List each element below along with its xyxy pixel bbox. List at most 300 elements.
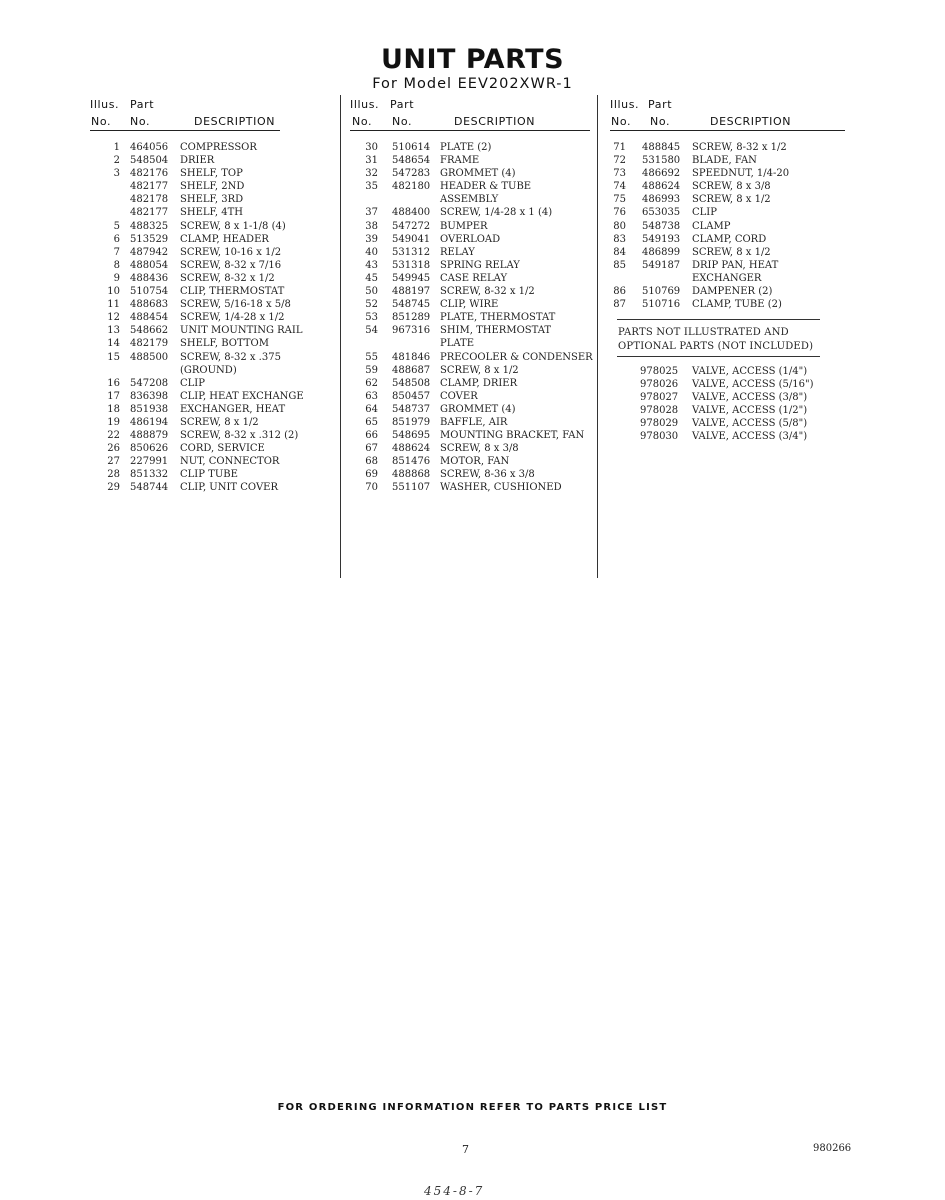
part-number: 851938 [130, 403, 169, 415]
part-description: SCREW, 8 x 1/2 [692, 194, 771, 206]
illus-number: 54 [365, 325, 378, 337]
part-description: PLATE, THERMOSTAT [440, 312, 556, 324]
illus-number: 13 [107, 325, 120, 337]
part-description: EXCHANGER, HEAT [180, 403, 286, 415]
part-row [610, 272, 850, 285]
part-description: NUT, CONNECTOR [180, 456, 280, 468]
part-row [90, 193, 340, 206]
header-rule [350, 130, 590, 131]
illus-number: 53 [365, 312, 378, 324]
illus-number: 39 [365, 233, 378, 245]
part-description: SCREW, 8 x 3/8 [440, 443, 519, 455]
part-row [90, 285, 340, 298]
part-description: CASE RELAY [440, 272, 508, 284]
part-number: 531312 [392, 246, 431, 258]
part-number: 653035 [642, 207, 681, 219]
part-description: CORD, SERVICE [180, 443, 265, 455]
part-number: 486194 [130, 416, 169, 428]
illus-number: 67 [365, 443, 378, 455]
header-illus-label: Illus. [610, 98, 640, 111]
illus-number: 55 [365, 351, 378, 363]
part-number: 531580 [642, 155, 681, 167]
part-number: 488868 [392, 469, 431, 481]
part-description: DRIP PAN, HEAT [692, 259, 779, 271]
part-row [350, 481, 600, 494]
illus-number: 76 [613, 207, 626, 219]
part-number: 549187 [642, 259, 681, 271]
illus-number: 31 [365, 155, 378, 167]
column-header [610, 95, 850, 131]
part-row [90, 324, 340, 337]
part-row [350, 351, 600, 364]
part-number: 547208 [130, 377, 169, 389]
illus-number: 35 [365, 181, 378, 193]
column-divider [340, 95, 341, 578]
parts-column-1 [90, 95, 340, 495]
part-row [350, 193, 600, 206]
part-number: 850457 [392, 390, 431, 402]
header-illus-no-label: No. [611, 115, 632, 128]
part-number: 482179 [130, 338, 169, 350]
part-number: 548744 [130, 482, 169, 494]
part-number: 488454 [130, 312, 169, 324]
part-row [610, 180, 850, 193]
illus-number: 40 [365, 246, 378, 258]
part-description: CLAMP, HEADER [180, 233, 269, 245]
illus-number: 29 [107, 482, 120, 494]
part-description: COMPRESSOR [180, 142, 257, 153]
part-row [350, 220, 600, 233]
part-row [90, 272, 340, 285]
part-number: 851289 [392, 312, 431, 324]
part-description: EXCHANGER [692, 272, 762, 284]
model-subtitle: For Model EEV202XWR-1 [372, 76, 573, 92]
part-description: SCREW, 8-32 x .312 (2) [180, 430, 299, 442]
part-row [610, 246, 850, 259]
part-row [90, 364, 340, 377]
illus-number: 10 [107, 286, 120, 298]
part-description: CLIP TUBE [180, 469, 238, 481]
handwritten-note: 454-8-7 [424, 1184, 485, 1198]
part-number: 978029 [640, 418, 679, 430]
part-description: CLAMP [692, 220, 731, 232]
illus-number: 69 [365, 469, 378, 481]
part-number: 488500 [130, 351, 169, 363]
not-included-heading-line2: OPTIONAL PARTS (NOT INCLUDED) [618, 341, 814, 352]
illus-number: 26 [107, 443, 120, 455]
illus-number: 6 [113, 233, 120, 245]
part-number: 482176 [130, 168, 169, 180]
illus-number: 71 [613, 142, 626, 153]
part-description: SHIM, THERMOSTAT [440, 325, 552, 337]
part-description: BLADE, FAN [692, 155, 757, 167]
part-row [350, 246, 600, 259]
header-part-no-label: No. [650, 115, 671, 128]
optional-part-row [640, 378, 830, 391]
header-part-no-label: No. [392, 115, 413, 128]
part-row [90, 298, 340, 311]
illus-number: 84 [613, 246, 626, 258]
part-description: VALVE, ACCESS (1/2") [692, 405, 808, 417]
part-number: 548738 [642, 220, 681, 232]
part-row [610, 259, 850, 272]
illus-number: 85 [613, 259, 626, 271]
part-description: SCREW, 8 x 3/8 [692, 181, 771, 193]
part-description: SCREW, 8-36 x 3/8 [440, 469, 535, 481]
part-number: 510754 [130, 286, 169, 298]
part-number: 850626 [130, 443, 169, 455]
part-row [90, 167, 340, 180]
part-number: 549193 [642, 233, 681, 245]
part-description: PRECOOLER & CONDENSER [440, 351, 593, 363]
parts-list [90, 141, 340, 495]
part-row [610, 206, 850, 219]
part-description: VALVE, ACCESS (1/4") [692, 366, 808, 377]
part-description: SHELF, 4TH [180, 207, 244, 219]
part-description: FRAME [440, 155, 480, 167]
header-part-label: Part [390, 98, 415, 111]
part-row [350, 468, 600, 481]
part-description: CLIP [692, 207, 717, 219]
part-row [350, 337, 600, 350]
part-number: 531318 [392, 259, 431, 271]
part-description: MOTOR, FAN [440, 456, 510, 468]
part-row [350, 455, 600, 468]
part-description: PLATE (2) [440, 142, 492, 153]
illus-number: 30 [365, 142, 378, 153]
part-description: SPRING RELAY [440, 259, 520, 271]
part-row [350, 377, 600, 390]
header-description-label: DESCRIPTION [194, 115, 276, 128]
ordering-footer: FOR ORDERING INFORMATION REFER TO PARTS PRICE LIST [277, 1102, 668, 1113]
part-number: 548662 [130, 325, 169, 337]
part-description: SCREW, 8-32 x 7/16 [180, 259, 282, 271]
part-number: 548504 [130, 155, 169, 167]
optional-part-row [640, 430, 830, 443]
part-number: 548508 [392, 377, 431, 389]
part-row [90, 416, 340, 429]
part-description: DAMPENER (2) [692, 286, 773, 298]
part-description: GROMMET (4) [440, 168, 516, 180]
column-divider [597, 95, 598, 578]
part-row [90, 311, 340, 324]
part-number: 510614 [392, 142, 431, 153]
part-description: CLAMP, TUBE (2) [692, 299, 782, 311]
part-description: CLIP [180, 377, 205, 389]
part-number: 488054 [130, 259, 169, 271]
illus-number: 86 [613, 286, 626, 298]
part-number: 488624 [642, 181, 681, 193]
part-row [350, 272, 600, 285]
part-row [90, 337, 340, 350]
part-number: 967316 [392, 325, 431, 337]
illus-number: 64 [365, 403, 378, 415]
parts-list [610, 141, 850, 311]
part-number: 978027 [640, 392, 679, 404]
illus-number: 83 [613, 233, 626, 245]
illus-number: 73 [613, 168, 626, 180]
header-part-label: Part [648, 98, 673, 111]
part-row [350, 298, 600, 311]
part-row [350, 442, 600, 455]
part-description: CLAMP, CORD [692, 233, 767, 245]
illus-number: 1 [113, 142, 120, 153]
part-row [350, 403, 600, 416]
part-row [90, 206, 340, 219]
part-row [90, 246, 340, 259]
part-number: 978026 [640, 379, 679, 391]
illus-number: 62 [365, 377, 378, 389]
part-row [90, 180, 340, 193]
parts-list [350, 141, 600, 495]
part-description: SHELF, BOTTOM [180, 338, 269, 350]
illus-number: 37 [365, 207, 378, 219]
part-description: SCREW, 1/4-28 x 1/2 [180, 312, 285, 324]
header-rule [610, 130, 845, 131]
part-number: 488325 [130, 220, 169, 232]
illus-number: 14 [107, 338, 120, 350]
part-description: SCREW, 8-32 x .375 [180, 351, 281, 363]
part-row [610, 285, 850, 298]
part-number: 482180 [392, 181, 431, 193]
part-description: SCREW, 10-16 x 1/2 [180, 246, 282, 258]
part-row [610, 141, 850, 154]
part-number: 851332 [130, 469, 169, 481]
part-description: HEADER & TUBE [440, 181, 532, 193]
part-number: 488687 [392, 364, 431, 376]
header-illus-label: Illus. [90, 98, 120, 111]
illus-number: 22 [107, 430, 120, 442]
part-number: 510769 [642, 286, 681, 298]
illus-number: 74 [613, 181, 626, 193]
part-description: CLAMP, DRIER [440, 377, 518, 389]
part-row [90, 390, 340, 403]
part-description: CLIP, THERMOSTAT [180, 286, 285, 298]
part-description: MOUNTING BRACKET, FAN [440, 430, 585, 442]
part-description: ASSEMBLY [440, 194, 499, 206]
part-row [350, 364, 600, 377]
part-description: SCREW, 8 x 1/2 [180, 416, 259, 428]
illus-number: 43 [365, 259, 378, 271]
part-row [90, 468, 340, 481]
illus-number: 50 [365, 286, 378, 298]
part-row [350, 285, 600, 298]
part-row [610, 298, 850, 311]
part-row [90, 429, 340, 442]
part-number: 482178 [130, 194, 169, 206]
part-number: 488624 [392, 443, 431, 455]
part-row [90, 259, 340, 272]
part-description: CLIP, UNIT COVER [180, 482, 279, 494]
part-row [90, 351, 340, 364]
part-row [350, 154, 600, 167]
column-header [350, 95, 600, 131]
part-number: 851476 [392, 456, 431, 468]
header-illus-label: Illus. [350, 98, 380, 111]
part-row [610, 167, 850, 180]
illus-number: 27 [107, 456, 120, 468]
part-number: 978030 [640, 431, 679, 443]
part-row [90, 154, 340, 167]
part-number: 851979 [392, 416, 431, 428]
part-description: OVERLOAD [440, 233, 501, 245]
illus-number: 28 [107, 469, 120, 481]
part-number: 488683 [130, 299, 169, 311]
part-number: 482177 [130, 207, 169, 219]
optional-part-row [640, 417, 830, 430]
part-number: 227991 [130, 456, 169, 468]
illus-number: 17 [107, 390, 120, 402]
part-number: 481846 [392, 351, 431, 363]
part-number: 549945 [392, 272, 431, 284]
part-number: 486899 [642, 246, 681, 258]
part-number: 488400 [392, 207, 431, 219]
document-code: 980266 [813, 1143, 852, 1154]
part-row [90, 233, 340, 246]
illus-number: 16 [107, 377, 120, 389]
illus-number: 52 [365, 299, 378, 311]
part-description: VALVE, ACCESS (5/16") [692, 379, 814, 391]
part-row [90, 220, 340, 233]
part-number: 548695 [392, 430, 431, 442]
illus-number: 3 [113, 168, 120, 180]
part-description: BAFFLE, AIR [440, 416, 508, 428]
part-number: 548745 [392, 299, 431, 311]
header-description-label: DESCRIPTION [454, 115, 536, 128]
part-number: 549041 [392, 233, 431, 245]
illus-number: 72 [613, 155, 626, 167]
part-number: 488436 [130, 272, 169, 284]
illus-number: 38 [365, 220, 378, 232]
part-row [350, 390, 600, 403]
part-row [90, 141, 340, 154]
part-description: VALVE, ACCESS (3/4") [692, 431, 808, 443]
part-row [90, 455, 340, 468]
parts-column-3 [610, 95, 850, 311]
part-row [350, 311, 600, 324]
not-included-heading-line1: PARTS NOT ILLUSTRATED AND [618, 327, 789, 338]
part-row [350, 141, 600, 154]
illus-number: 80 [613, 220, 626, 232]
part-row [350, 206, 600, 219]
part-description: WASHER, CUSHIONED [440, 482, 562, 494]
illus-number: 15 [107, 351, 120, 363]
header-description-label: DESCRIPTION [710, 115, 792, 128]
illus-number: 12 [107, 312, 120, 324]
part-description: BUMPER [440, 220, 488, 232]
illus-number: 59 [365, 364, 378, 376]
part-row [350, 167, 600, 180]
part-number: 548737 [392, 403, 431, 415]
optional-part-row [640, 391, 830, 404]
optional-parts-list [640, 365, 830, 444]
part-number: 488879 [130, 430, 169, 442]
part-row [350, 429, 600, 442]
part-number: 464056 [130, 142, 169, 153]
part-description: (GROUND) [180, 364, 237, 376]
illus-number: 32 [365, 168, 378, 180]
illus-number: 7 [113, 246, 120, 258]
illus-number: 9 [113, 272, 120, 284]
part-number: 547272 [392, 220, 431, 232]
part-description: COVER [440, 390, 478, 402]
part-description: VALVE, ACCESS (3/8") [692, 392, 808, 404]
part-row [90, 442, 340, 455]
part-description: SPEEDNUT, 1/4-20 [692, 168, 790, 180]
part-description: PLATE [440, 338, 475, 350]
optional-part-row [640, 365, 830, 378]
part-number: 486993 [642, 194, 681, 206]
part-row [350, 233, 600, 246]
part-row [90, 481, 340, 494]
part-description: CLIP, HEAT EXCHANGE [180, 390, 304, 402]
part-description: GROMMET (4) [440, 403, 516, 415]
part-description: SHELF, 3RD [180, 194, 244, 206]
part-row [610, 193, 850, 206]
part-number: 978028 [640, 405, 679, 417]
part-description: SCREW, 8 x 1/2 [692, 246, 771, 258]
part-description: VALVE, ACCESS (5/8") [692, 418, 808, 430]
column-header [90, 95, 340, 131]
illus-number: 18 [107, 403, 120, 415]
part-row [610, 233, 850, 246]
part-description: CLIP, WIRE [440, 299, 499, 311]
part-number: 488197 [392, 286, 431, 298]
header-illus-no-label: No. [352, 115, 373, 128]
optional-part-row [640, 404, 830, 417]
part-row [350, 324, 600, 337]
header-part-label: Part [130, 98, 155, 111]
illus-number: 11 [107, 299, 120, 311]
part-row [90, 377, 340, 390]
part-number: 487942 [130, 246, 169, 258]
page-title: UNIT PARTS [380, 44, 565, 75]
illus-number: 68 [365, 456, 378, 468]
part-description: UNIT MOUNTING RAIL [180, 325, 303, 337]
illus-number: 70 [365, 482, 378, 494]
illus-number: 5 [113, 220, 120, 232]
part-description: DRIER [180, 155, 215, 167]
part-description: SCREW, 8 x 1-1/8 (4) [180, 220, 286, 232]
illus-number: 87 [613, 299, 626, 311]
illus-number: 45 [365, 272, 378, 284]
part-row [610, 220, 850, 233]
part-description: SCREW, 8-32 x 1/2 [180, 272, 275, 284]
part-number: 513529 [130, 233, 169, 245]
header-illus-no-label: No. [91, 115, 112, 128]
part-number: 978025 [640, 366, 679, 377]
part-row [610, 154, 850, 167]
part-row [90, 403, 340, 416]
part-row [350, 180, 600, 193]
illus-number: 2 [113, 155, 120, 167]
part-description: RELAY [440, 246, 475, 258]
part-description: SCREW, 5/16-18 x 5/8 [180, 299, 291, 311]
illus-number: 75 [613, 194, 626, 206]
part-row [350, 259, 600, 272]
part-description: SCREW, 8-32 x 1/2 [440, 286, 535, 298]
part-number: 548654 [392, 155, 431, 167]
part-number: 510716 [642, 299, 681, 311]
section-divider [617, 356, 820, 357]
part-description: SHELF, 2ND [180, 181, 245, 193]
part-description: SCREW, 1/4-28 x 1 (4) [440, 207, 553, 219]
part-description: SHELF, TOP [180, 168, 243, 180]
header-part-no-label: No. [130, 115, 151, 128]
part-number: 482177 [130, 181, 169, 193]
part-number: 486692 [642, 168, 681, 180]
illus-number: 19 [107, 416, 120, 428]
